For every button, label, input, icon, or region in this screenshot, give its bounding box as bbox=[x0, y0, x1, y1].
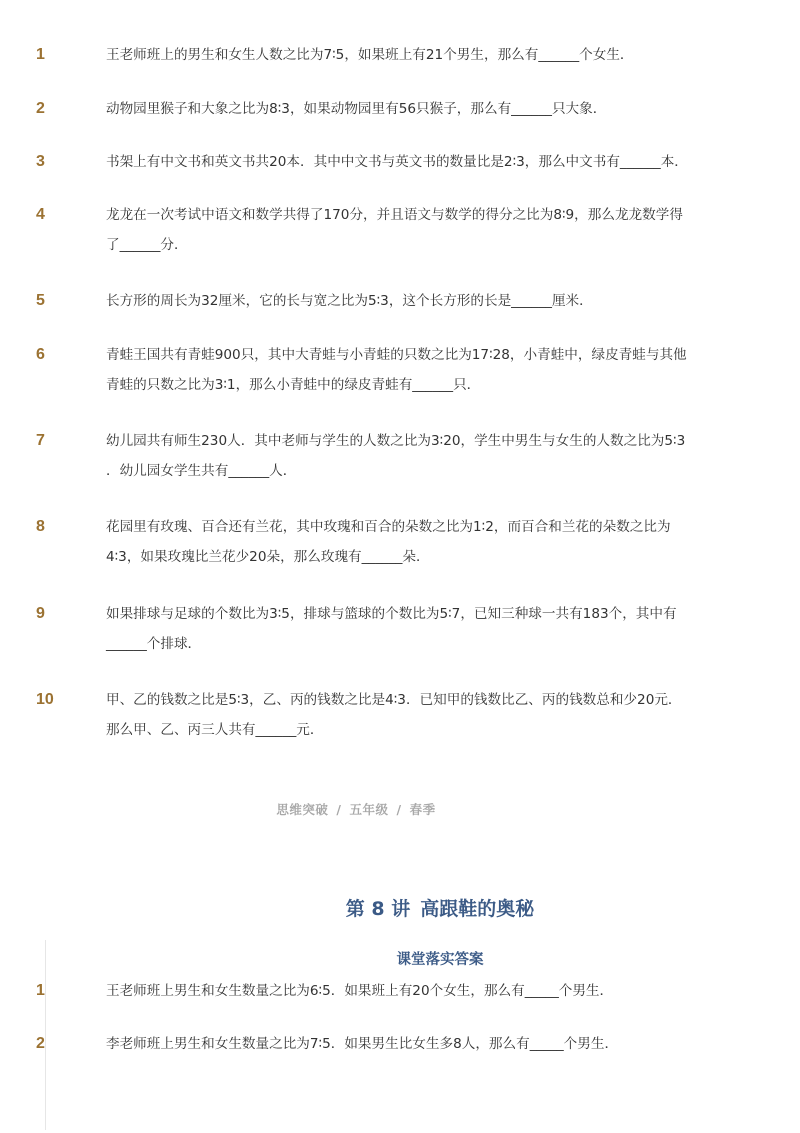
problem-number: 2 bbox=[36, 100, 45, 117]
problem-line: 王老师班上的男生和女生人数之比为7∶5，如果班上有21个男生，那么有______个女生． bbox=[106, 47, 634, 63]
problem-text bbox=[106, 147, 718, 177]
problem-line: ______个排球． bbox=[106, 636, 202, 652]
problem-line: 如果排球与足球的个数比为3∶5，排球与篮球的个数比为5∶7，已知三种球一共有183个，其中有 bbox=[106, 606, 677, 622]
answer-number: 2 bbox=[36, 1035, 45, 1052]
problem-text bbox=[106, 599, 718, 659]
problem-number: 8 bbox=[36, 518, 45, 535]
problem-number: 4 bbox=[36, 206, 45, 223]
problem-line: 幼儿园共有师生230人．其中老师与学生的人数之比为3∶20，学生中男生与女生的人数之比为5∶3 bbox=[106, 433, 686, 449]
problem-text bbox=[106, 512, 718, 572]
problem-line: ．幼儿园女学生共有______人． bbox=[106, 463, 297, 479]
problem-text bbox=[106, 40, 718, 70]
problem-line: 甲、乙的钱数之比是5∶3，乙、丙的钱数之比是4∶3．已知甲的钱数比乙、丙的钱数总和少20元． bbox=[106, 692, 682, 708]
page-footer bbox=[0, 800, 712, 818]
problem-number: 10 bbox=[36, 691, 54, 708]
footer-separator: / bbox=[396, 802, 402, 817]
lecture-title bbox=[0, 894, 800, 921]
problem-line: 书架上有中文书和英文书共20本．其中中文书与英文书的数量比是2∶3，那么中文书有______本． bbox=[106, 154, 688, 170]
problem-text bbox=[106, 340, 718, 400]
answer-text bbox=[106, 1029, 718, 1059]
lecture-name: 高跟鞋的奥秘 bbox=[420, 898, 535, 920]
problem-text bbox=[106, 200, 718, 260]
answer-number: 1 bbox=[36, 982, 45, 999]
footer-term: 春季 bbox=[409, 802, 436, 817]
lecture-number: 第 8 讲 bbox=[345, 898, 411, 920]
problem-line: 4∶3，如果玫瑰比兰花少20朵，那么玫瑰有______朵． bbox=[106, 549, 430, 565]
problem-number: 7 bbox=[36, 432, 45, 449]
problem-line: 那么甲、乙、丙三人共有______元． bbox=[106, 722, 324, 738]
problem-number: 3 bbox=[36, 153, 45, 170]
problem-number: 1 bbox=[36, 46, 45, 63]
problem-number: 9 bbox=[36, 605, 45, 622]
problem-line: 花园里有玫瑰、百合还有兰花，其中玫瑰和百合的朵数之比为1∶2，而百合和兰花的朵数之比为 bbox=[106, 519, 671, 535]
footer-series: 思维突破 bbox=[276, 802, 329, 817]
problem-line: 青蛙的只数之比为3∶1，那么小青蛙中的绿皮青蛙有______只． bbox=[106, 377, 481, 393]
problem-line: 青蛙王国共有青蛙900只，其中大青蛙与小青蛙的只数之比为17∶28，小青蛙中，绿皮青蛙与其他 bbox=[106, 347, 687, 363]
problem-number: 6 bbox=[36, 346, 45, 363]
answer-line: 王老师班上男生和女生数量之比为6∶5．如果班上有20个女生，那么有_____个男生． bbox=[106, 983, 614, 999]
problem-text bbox=[106, 286, 718, 316]
footer-separator: / bbox=[336, 802, 342, 817]
problem-line: 了______分． bbox=[106, 237, 188, 253]
answer-line: 李老师班上男生和女生数量之比为7∶5．如果男生比女生多8人，那么有_____个男生． bbox=[106, 1036, 619, 1052]
problem-text bbox=[106, 685, 718, 745]
footer-grade: 五年级 bbox=[349, 802, 389, 817]
problem-line: 龙龙在一次考试中语文和数学共得了170分，并且语文与数学的得分之比为8∶9，那么龙龙数学得 bbox=[106, 207, 683, 223]
problem-line: 长方形的周长为32厘米，它的长与宽之比为5∶3，这个长方形的长是______厘米． bbox=[106, 293, 593, 309]
problem-number: 5 bbox=[36, 292, 45, 309]
problem-text bbox=[106, 94, 718, 124]
problem-line: 动物园里猴子和大象之比为8∶3，如果动物园里有56只猴子，那么有______只大象． bbox=[106, 101, 607, 117]
answer-text bbox=[106, 976, 718, 1006]
problem-text bbox=[106, 426, 718, 486]
section-title: 课堂落实答案 bbox=[396, 952, 484, 968]
